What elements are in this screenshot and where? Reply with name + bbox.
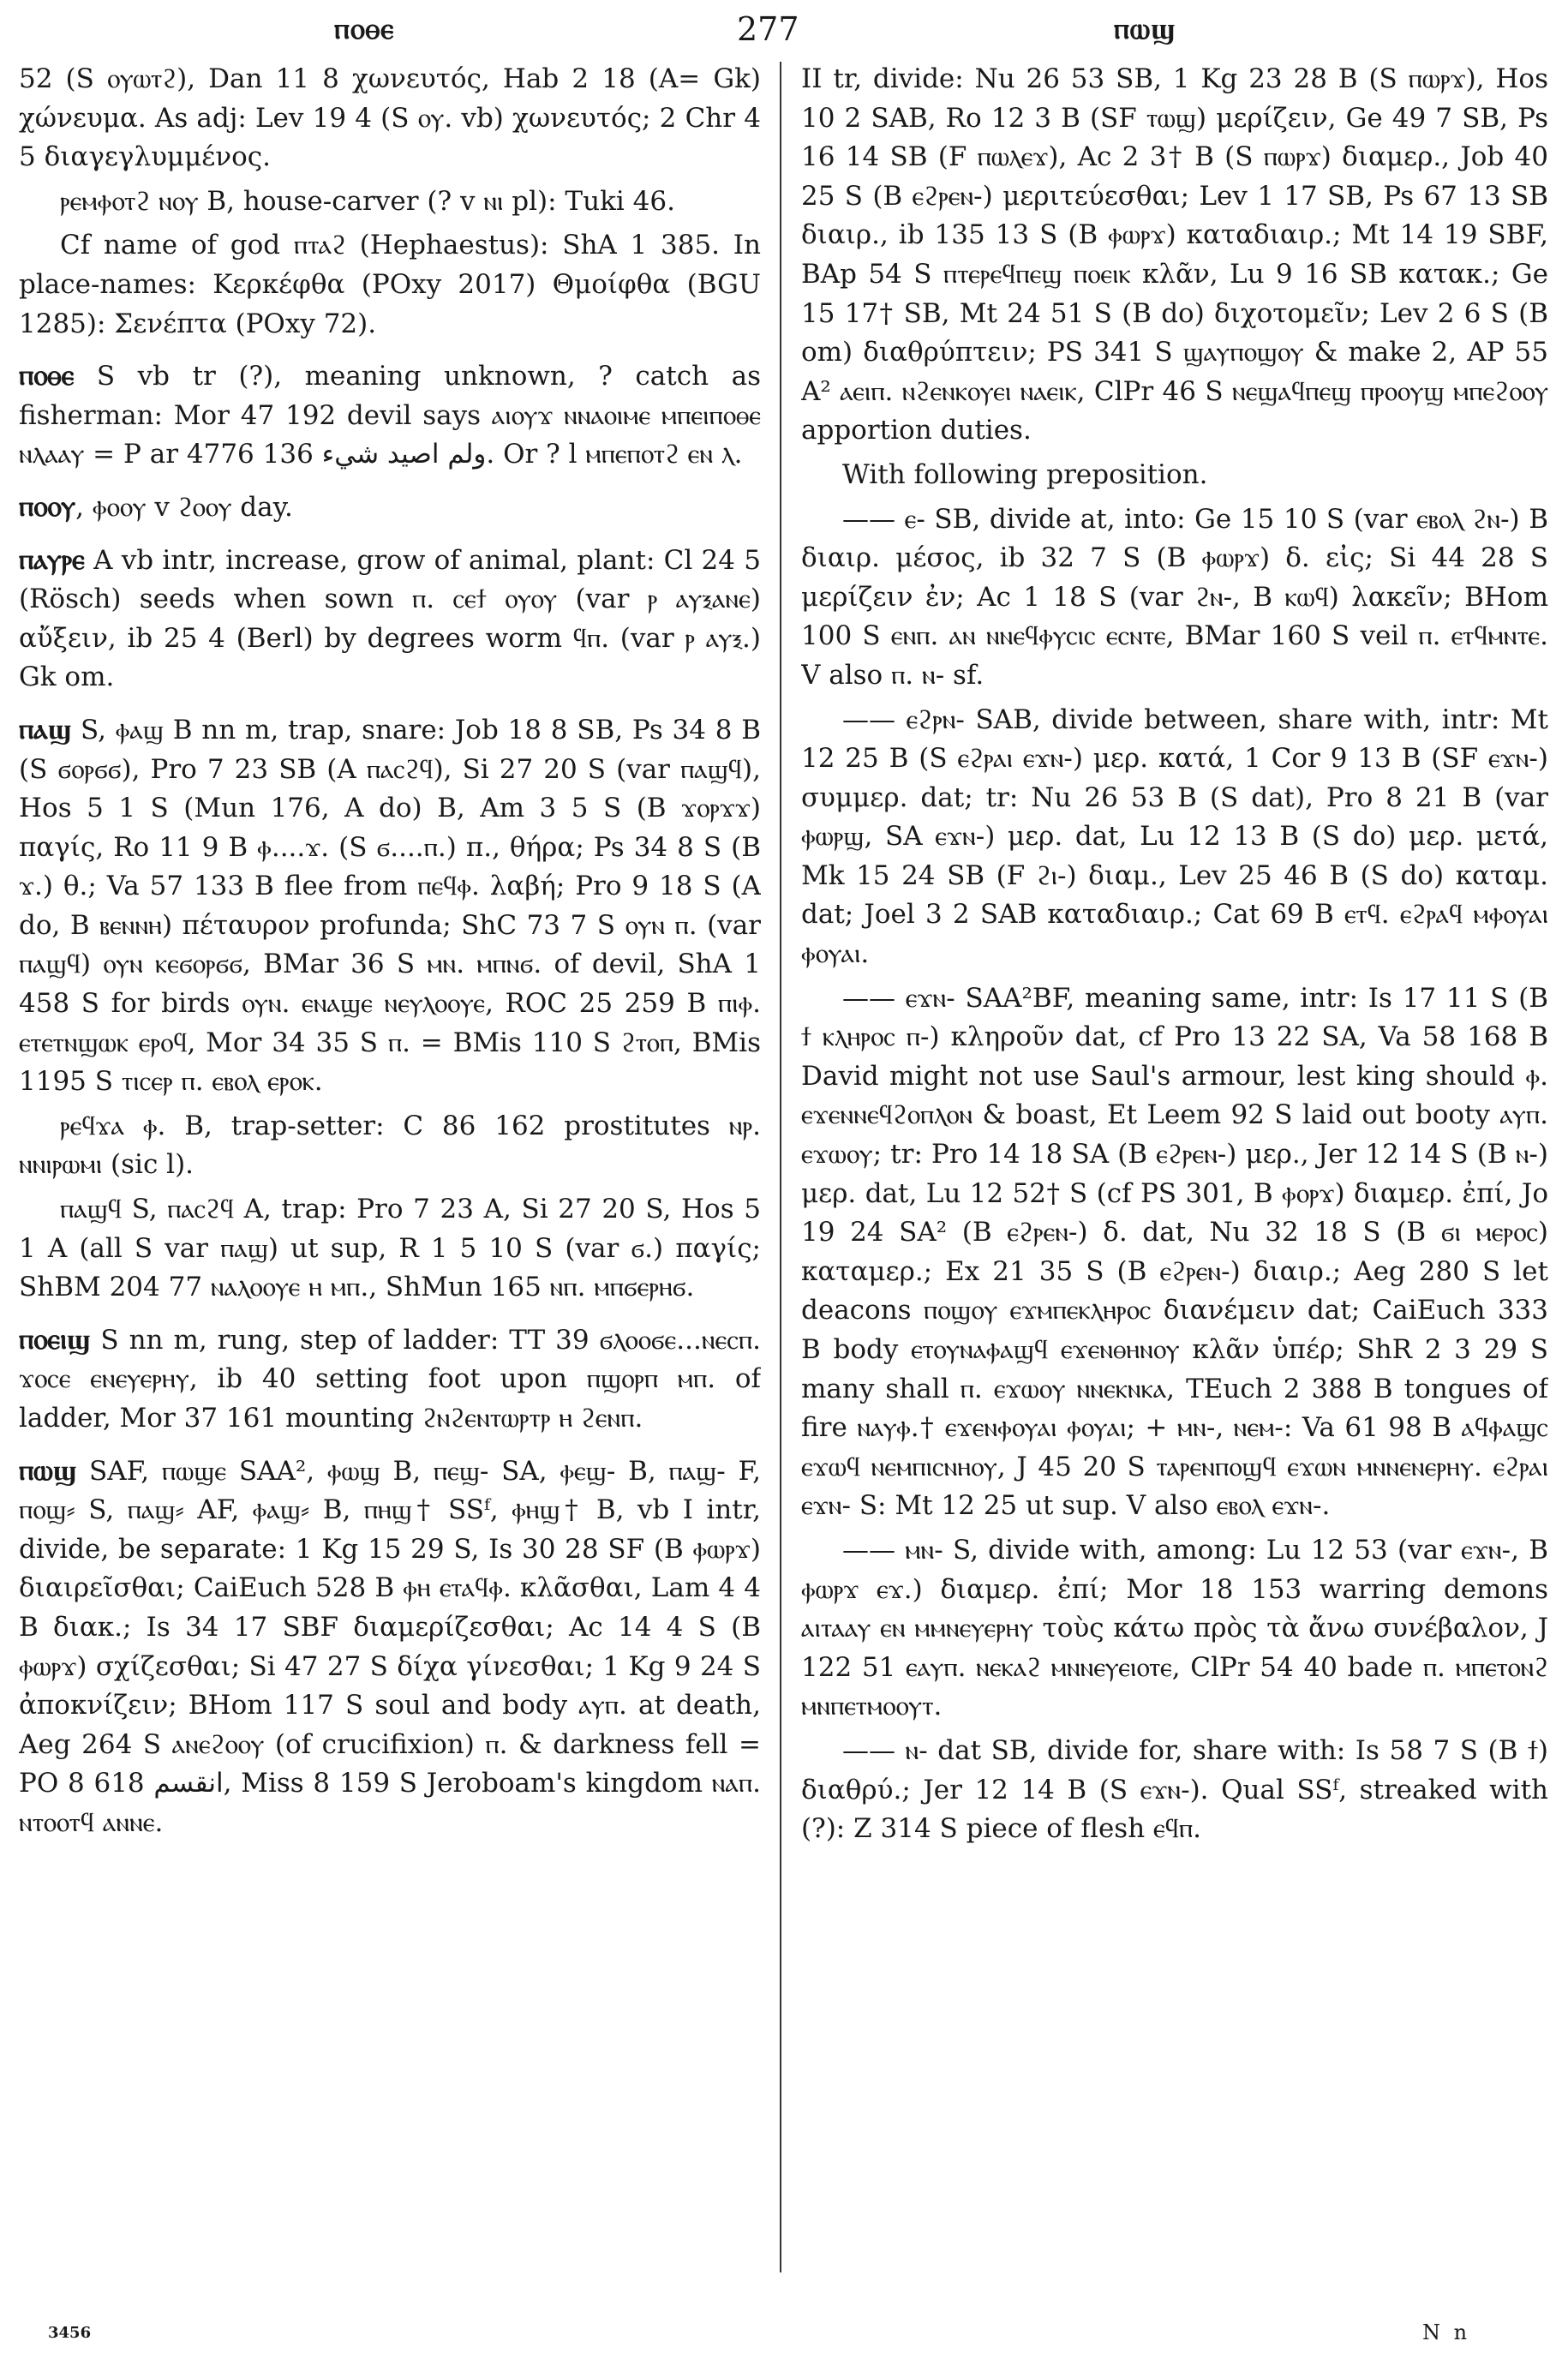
- entry-text: , ⲫⲟⲟⲩ v ϩⲟⲟⲩ day.: [75, 491, 293, 523]
- entry-text: A vb intr, increase, grow of animal, plant: Cl 24 5 (Rösch) seeds when sown ⲡ. ⲥⲉϯ ⲟⲩⲟⲩ (var ⲣ ⲁⲩⲝⲁⲛⲉ) αὔξειν, ib 25 4 (Berl) by degrees worm ϥⲡ. (var ⲣ ⲁⲩⲝ.) Gk om.: [19, 544, 761, 693]
- entry-paragraph: [801, 456, 1548, 495]
- entry-text: SAF, ⲡⲱϣⲉ SAA², ⲫⲱϣ B, ⲡⲉϣ- SA, ⲫⲉϣ- B, ⲡⲁϣ- F, ⲡⲟϣ⸗ S, ⲡⲁϣ⸗ AF, ⲫⲁϣ⸗ B, ⲡⲏϣ† SSᶠ, ⲫⲏϣ† B, vb I intr, divide, be separate: 1 Kg 15 29 S, Is 30 28 SF (B ⲫⲱⲣϫ) διαιρεῖσθαι; CaiEuch 528 B ⲫⲏ ⲉⲧⲁϥⲫ. κλᾶσθαι, Lam 4 4 B διακ.; Is 34 17 SBF διαμερίζεσθαι; Ac 14 4 S (B ⲫⲱⲣϫ) σχίζεσθαι; Si 47 27 S δίχα γίνεσθαι; 1 Kg 9 24 S ἀποκνίζειν; BHom 117 S soul and body ⲁⲩⲡ. at death, Aeg 264 S ⲁⲛⲉϩⲟⲟⲩ (of crucifixion) ⲡ. & darkness fell = PO 8 618 انقسم, Miss 8 159 S Jeroboam's kingdom ⲛⲁⲡ. ⲛⲧⲟⲟⲧϥ ⲁⲛⲛⲉ.: [19, 1455, 761, 1838]
- entry-text: —— ⲛ- dat SB, divide for, share with: Is 58 7 S (B ϯ) διαθρύ.; Jer 12 14 B (S ⲉϫⲛ-). Qual SSᶠ, streaked with (?): Z 314 S piece of flesh ⲉϥⲡ.: [801, 1734, 1548, 1845]
- entry-text: S vb tr (?), meaning unknown, ? catch as fisherman: Mor 47 192 devil says ⲁⲓⲟⲩϫ ⲛⲛⲁⲟⲓⲙⲉ ⲙⲡⲉⲓⲡⲟⲑⲉ ⲛⲗⲁⲁⲩ = P ar 4776 136 ولم اصيد شيء. Or ? l ⲙⲡⲉⲡⲟⲧϩ ⲉⲛ ⲗ.: [19, 361, 761, 470]
- dictionary-entry: [19, 356, 761, 475]
- page-footer: [0, 2320, 1568, 2350]
- dictionary-entry: [19, 1451, 761, 1843]
- entry-paragraph: [801, 1732, 1548, 1849]
- entry-text: —— ⲉϫⲛ- SAA²BF, meaning same, intr: Is 17 11 S (B ϯ ⲕⲗⲏⲣⲟⲥ ⲡ-) κληροῦν dat, cf Pro 13 22 SA, Va 58 168 B David might not use Saul's armour, lest king should ⲫ. ⲉϫⲉⲛⲛⲉϥϩⲟⲡⲗⲟⲛ & boast, Et Leem 92 S laid out booty ⲁⲩⲡ. ⲉϫⲱⲟⲩ; tr: Pro 14 18 SA (B ⲉϩⲣⲉⲛ-) μερ., Jer 12 14 S (B ⲛ-) μερ. dat, Lu 12 52† S (cf PS 301, B ⲫⲟⲣϫ) διαμερ. ἐπί, Jo 19 24 SA² (B ⲉϩⲣⲉⲛ-) δ. dat, Nu 32 18 S (B ϭⲓ ⲙⲉⲣⲟⲥ) καταμερ.; Ex 21 35 S (B ⲉϩⲣⲉⲛ-) διαιρ.; Aeg 280 S let deacons ⲡⲟϣⲟⲩ ⲉϫⲙⲡⲉⲕⲗⲏⲣⲟⲥ διανέμειν dat; CaiEuch 333 B body ⲉⲧⲟⲩⲛⲁⲫⲁϣϥ ⲉϫⲉⲛⲑⲏⲛⲟⲩ κλᾶν ὑπέρ; ShR 2 3 29 S many shall ⲡ. ⲉϫⲱⲟⲩ ⲛⲛⲉⲕⲛⲕⲁ, TEuch 2 388 B tongues of fire ⲛⲁⲩⲫ.† ⲉϫⲉⲛⲫⲟⲩⲁⲓ ⲫⲟⲩⲁⲓ; + ⲙⲛ-, ⲛⲉⲙ-: Va 61 98 B ⲁϥⲫⲁϣⲥ ⲉϫⲱϥ ⲛⲉⲙⲡⲓⲥⲛⲏⲟⲩ, J 45 20 S ⲧⲁⲣⲉⲛⲡⲟϣϥ ⲉϫⲱⲛ ⲙⲛⲛⲉⲛⲉⲣⲏⲩ. ⲉϩⲣⲁⲓ ⲉϫⲛ- S: Mt 12 25 ut sup. V also ⲉⲃⲟⲗ ⲉϫⲛ-.: [801, 982, 1548, 1522]
- entry-paragraph: [801, 979, 1548, 1526]
- entry-headword: ⲡⲟⲉⲓϣ: [19, 1321, 91, 1356]
- entry-paragraph: [19, 1107, 761, 1185]
- entry-headword: ⲡⲁⲩⲣⲉ: [19, 542, 85, 576]
- signature-mark: 3456: [48, 2324, 92, 2342]
- entry-text: —— ⲉ- SB, divide at, into: Ge 15 10 S (var ⲉⲃⲟⲗ ϩⲛ-) B διαιρ. μέσος, ib 32 7 S (B ⲫⲱⲣϫ) δ. εἰς; Si 44 28 S μερίζειν ἐν; Ac 1 18 S (var ϩⲛ-, B ⲕⲱϥ) λακεῖν; BHom 100 S ⲉⲛⲡ. ⲁⲛ ⲛⲛⲉϥⲫⲩⲥⲓⲥ ⲉⲥⲛⲧⲉ, BMar 160 S veil ⲡ. ⲉⲧϥⲙⲛⲧⲉ. V also ⲡ. ⲛ- sf.: [801, 503, 1548, 691]
- entry-text: S nn m, rung, step of ladder: TT 39 ϭⲗⲟⲟϭⲉ...ⲛⲉⲥⲡ. ϫⲟⲥⲉ ⲉⲛⲉⲩⲉⲣⲏⲩ, ib 40 setting foot upon ⲡϣⲟⲣⲡ ⲙⲡ. of ladder, Mor 37 161 mounting ϩⲛϩⲉⲛⲧⲱⲣⲧⲣ ⲏ ϩⲉⲛⲡ.: [19, 1324, 761, 1434]
- entry-text: S, ⲫⲁϣ B nn m, trap, snare: Job 18 8 SB, Ps 34 8 B (S ϭⲟⲣϭϭ), Pro 7 23 SB (A ⲡⲁⲥϩϥ), Si 27 20 S (var ⲡⲁϣϥ), Hos 5 1 S (Mun 176, A do) B, Am 3 5 S (B ϫⲟⲣϫϫ) παγίς, Ro 11 9 B ⲫ....ϫ. (S ϭ....ⲡ.) π., θήρα; Ps 34 8 S (B ϫ.) θ.; Va 57 133 B flee from ⲡⲉϥⲫ. λαβή; Pro 9 18 S (A do, B ⲃⲉⲛⲛⲏ) πέταυρον profunda; ShC 73 7 S ⲟⲩⲛ ⲡ. (var ⲡⲁϣϥ) ⲟⲩⲛ ⲕⲉϭⲟⲣϭϭ, BMar 36 S ⲙⲛ. ⲙⲡⲛϭ. of devil, ShA 1 458 S for birds ⲟⲩⲛ. ⲉⲛⲁϣⲉ ⲛⲉⲩⲗⲟⲟⲩⲉ, ROC 25 259 B ⲡⲓⲫ. ⲉⲧⲉⲧⲛϣⲱⲕ ⲉⲣⲟϥ, Mor 34 35 S ⲡ. = BMis 110 S ϩⲧⲟⲡ, BMis 1195 S ⲧⲓⲥⲉⲣ ⲡ. ⲉⲃⲟⲗ ⲉⲣⲟⲕ.: [19, 714, 761, 1098]
- entry-text: ⲡⲁϣϥ S, ⲡⲁⲥϩϥ A, trap: Pro 7 23 A, Si 27 20 S, Hos 5 1 A (all S var ⲡⲁϣ) ut sup, R 1 5 10 S (var ϭ.) παγίς; ShBM 204 77 ⲛⲁⲗⲟⲟⲩⲉ ⲏ ⲙⲡ., ShMun 165 ⲛⲡ. ⲙⲡϭⲉⲣⲏϭ.: [19, 1194, 761, 1303]
- entry-paragraph: [19, 60, 761, 177]
- entry-paragraph: [801, 500, 1548, 696]
- right-column: [801, 60, 1548, 2305]
- entry-text: 52 (S ⲟⲩⲱⲧϩ), Dan 11 8 χωνευτός, Hab 2 18 (A= Gk) χώνευμα. As adj: Lev 19 4 (S ⲟⲩ. vb) χωνευτός; 2 Chr 4 5 διαγεγλυμμένος.: [19, 63, 761, 173]
- left-headword: ⲡⲟⲑⲉ: [334, 12, 395, 46]
- entry-text: II tr, divide: Nu 26 53 SB, 1 Kg 23 28 B (S ⲡⲱⲣϫ), Hos 10 2 SAB, Ro 12 3 B (SF ⲧⲱϣ) μερίζειν, Ge 49 7 SB, Ps 16 14 SB (F ⲡⲱⲗⲉϫ), Ac 2 3† B (S ⲡⲱⲣϫ) διαμερ., Job 40 25 S (B ⲉϩⲣⲉⲛ-) μεριτεύεσθαι; Lev 1 17 SB, Ps 67 13 SB διαιρ., ib 135 13 S (B ⲫⲱⲣϫ) καταδιαιρ.; Mt 14 19 SBF, BAp 54 S ⲡⲧⲉⲣⲉϥⲡⲉϣ ⲡⲟⲉⲓⲕ κλᾶν, Lu 9 16 SB κατακ.; Ge 15 17† SB, Mt 24 51 S (B do) διχοτομεῖν; Lev 2 6 S (B om) διαθρύπτειν; PS 341 S ϣⲁⲩⲡⲟϣⲟⲩ & make 2, AP 55 A² ⲁⲉⲓⲡ. ⲛϩⲉⲛⲕⲟⲩⲉⲓ ⲛⲁⲉⲓⲕ, ClPr 46 S ⲛⲉϣⲁϥⲡⲉϣ ⲡⲣⲟⲟⲩϣ ⲙⲡⲉϩⲟⲟⲩ apportion duties.: [801, 63, 1548, 446]
- entry-text: With following preposition.: [842, 458, 1208, 490]
- entry-text: ⲣⲉϥϫⲁ ⲫ. B, trap-setter: C 86 162 prostitutes ⲛⲣ. ⲛⲛⲓⲣⲱⲙⲓ (sic l).: [19, 1110, 761, 1181]
- entry-text: ⲣⲉⲙⲫⲟⲧϩ ⲛⲟⲩ B, house-carver (? v ⲛⲓ pl): Tuki 46.: [60, 185, 675, 217]
- entry-paragraph: [19, 226, 761, 344]
- gathering-mark: N n: [1422, 2320, 1471, 2344]
- entry-text: —— ⲉϩⲣⲛ- SAB, divide between, share with, intr: Mt 12 25 B (S ⲉϩⲣⲁⲓ ⲉϫⲛ-) μερ. κατά, 1 Cor 9 13 B (SF ⲉϫⲛ-) συμμερ. dat; tr: Nu 26 53 B (S dat), Pro 8 21 B (var ⲫⲱⲣϣ, SA ⲉϫⲛ-) μερ. dat, Lu 12 13 B (S do) μερ. μετά, Mk 15 24 SB (F ϩⲓ-) διαμ., Lev 25 46 B (S do) καταμ. dat; Joel 3 2 SAB καταδιαιρ.; Cat 69 B ⲉⲧϥ. ⲉϩⲣⲁϥ ⲙⲫⲟⲩⲁⲓ ⲫⲟⲩⲁⲓ.: [801, 704, 1548, 970]
- entry-paragraph: [801, 701, 1548, 974]
- column-divider: [780, 62, 781, 2272]
- dictionary-entry: [19, 710, 761, 1102]
- dictionary-entry: [19, 487, 761, 528]
- entry-paragraph: [801, 1531, 1548, 1727]
- entry-text: Cf name of god ⲡⲧⲁϩ (Hephaestus): ShA 1 385. In place-names: Κερκέφθα (POxy 2017) Θμοίφθα (BGU 1285): Σενέπτα (POxy 72).: [19, 230, 761, 339]
- entry-headword: ⲡⲟⲑⲉ: [19, 358, 75, 392]
- left-column: [19, 60, 761, 2305]
- entry-text: —— ⲙⲛ- S, divide with, among: Lu 12 53 (var ⲉϫⲛ-, B ⲫⲱⲣϫ ⲉϫ.) διαμερ. ἐπί; Mor 18 153 warring demons ⲁⲓⲧⲁⲁⲩ ⲉⲛ ⲙⲙⲛⲉⲩⲉⲣⲏⲩ τοὺς κάτω πρὸς τὰ ἄνω συνέβαλον, J 122 51 ⲉⲁⲩⲡ. ⲛⲉⲕⲁϩ ⲙⲛⲛⲉⲩⲉⲓⲟⲧⲉ, ClPr 54 40 bade ⲡ. ⲙⲡⲉⲧⲟⲛϩ ⲙⲛⲡⲉⲧⲙⲟⲟⲩⲧ.: [801, 1534, 1548, 1722]
- entry-paragraph: [19, 1190, 761, 1308]
- dictionary-entry: [19, 540, 761, 698]
- entry-headword: ⲡⲟⲟⲩ: [19, 488, 76, 523]
- entry-headword: ⲡⲁϣ: [19, 711, 72, 745]
- entry-paragraph: [801, 60, 1548, 451]
- page-number: 277: [737, 10, 799, 48]
- entry-headword: ⲡⲱϣ: [19, 1452, 77, 1487]
- right-headword: ⲡⲱϣ: [1114, 12, 1176, 46]
- running-header: [0, 12, 1568, 55]
- dictionary-entry: [19, 1320, 761, 1439]
- entry-paragraph: [19, 183, 761, 222]
